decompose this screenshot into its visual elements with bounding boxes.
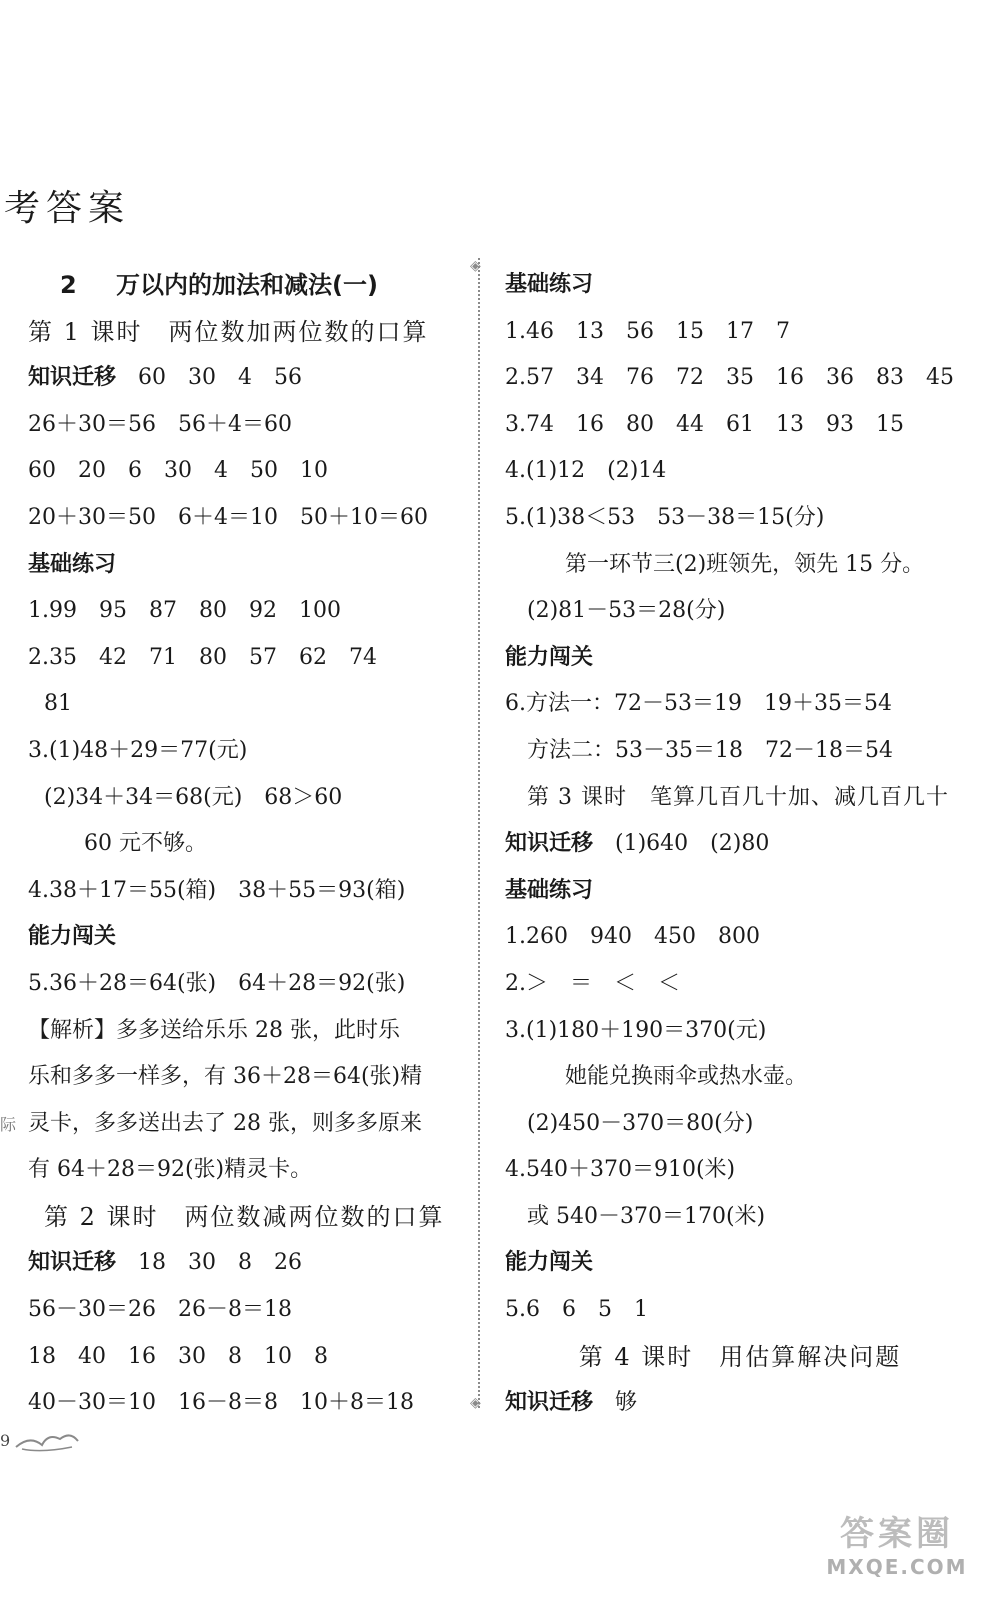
lesson-title: 第 3 课时 笔算几百几十加、减几百几十 <box>527 784 949 810</box>
answer-line: 5.36＋28＝64(张) 64＋28＝92(张) <box>28 970 406 996</box>
answer-line: 或 540－370＝170(米) <box>527 1203 766 1229</box>
answer-line: 56－30＝26 26－8＝18 <box>28 1297 292 1323</box>
answer-line: 81 <box>44 691 72 717</box>
right-column <box>505 262 975 1427</box>
section-heading: 基础练习 <box>505 272 594 297</box>
answer-line: 2.＞ ＝ ＜ ＜ <box>505 970 680 996</box>
answer-line: 1.260 940 450 800 <box>505 924 760 950</box>
divider-ornament-icon: ◈ <box>470 1395 481 1411</box>
answer-line: 5.(1)38＜53 53－38＝15(分) <box>505 504 825 530</box>
answer-line: 4.38＋17＝55(箱) 38＋55＝93(箱) <box>28 877 406 903</box>
answer-line: 她能兑换雨伞或热水壶。 <box>565 1064 808 1090</box>
section-heading: 基础练习 <box>505 877 594 903</box>
watermark-logo-text: 答案圈 <box>840 1514 954 1554</box>
answer-line: 40－30＝10 16－8＝8 10＋8＝18 <box>28 1390 414 1416</box>
footer-ornament <box>0 1425 80 1455</box>
chapter-name: 万以内的加法和减法(一) <box>116 271 378 299</box>
page-header: 考答案 <box>4 188 131 229</box>
column-divider <box>478 258 480 1408</box>
analysis-line: 灵卡，多多送出去了 28 张，则多多原来 <box>28 1110 422 1136</box>
divider-ornament-icon: ◈ <box>470 258 481 274</box>
answer-line: 26＋30＝56 56＋4＝60 <box>28 411 292 437</box>
section-heading: 能力闯关 <box>28 924 117 950</box>
answer-line <box>28 355 473 402</box>
left-column <box>28 262 473 1427</box>
answer-line <box>505 1380 975 1427</box>
answer-line: 4.540＋370＝910(米) <box>505 1157 736 1183</box>
answer-line: 18 40 16 30 8 10 8 <box>28 1343 328 1369</box>
answer-line: 2.35 42 71 80 57 62 74 <box>28 644 377 670</box>
answer-text: (1)640 (2)80 <box>615 831 770 857</box>
cloud-ornament-icon <box>12 1425 82 1455</box>
answer-line: 方法二：53－35＝18 72－18＝54 <box>527 737 893 763</box>
answer-line: 3.(1)48＋29＝77(元) <box>28 737 248 763</box>
answer-line: 3.(1)180＋190＝370(元) <box>505 1017 767 1043</box>
page-number: 9 <box>0 1431 11 1450</box>
section-tag: 知识迁移 <box>28 365 117 391</box>
answer-text: 18 30 8 26 <box>138 1250 302 1276</box>
answer-text: 60 30 4 56 <box>138 365 302 391</box>
answer-line <box>28 1240 473 1287</box>
section-heading: 基础练习 <box>28 551 117 577</box>
section-tag: 知识迁移 <box>28 1250 117 1276</box>
answer-line <box>505 821 975 868</box>
edge-mark: 际 <box>0 1115 17 1134</box>
answer-text: 够 <box>615 1390 638 1416</box>
watermark-url: MXQE.COM <box>826 1555 968 1579</box>
answer-line: 60 元不够。 <box>84 831 207 857</box>
answer-line: (2)81－53＝28(分) <box>527 598 726 624</box>
analysis-line: 有 64＋28＝92(张)精灵卡。 <box>28 1157 313 1183</box>
lesson-title: 第 4 课时 用估算解决问题 <box>578 1342 902 1371</box>
section-tag: 知识迁移 <box>505 831 594 857</box>
answer-line: 2.57 34 76 72 35 16 36 83 45 <box>505 365 954 391</box>
lesson-title: 第 1 课时 两位数加两位数的口算 <box>28 317 429 346</box>
chapter-number: 2 <box>60 271 77 299</box>
answer-line: 6.方法一：72－53＝19 19＋35＝54 <box>505 691 892 717</box>
answer-line: 1.99 95 87 80 92 100 <box>28 598 341 624</box>
answer-line: (2)34＋34＝68(元) 68＞60 <box>44 784 343 810</box>
analysis-line: 【解析】多多送给乐乐 28 张，此时乐 <box>28 1017 400 1043</box>
chapter-title <box>28 262 473 309</box>
lesson-title: 第 2 课时 两位数减两位数的口算 <box>44 1202 445 1231</box>
answer-line: 60 20 6 30 4 50 10 <box>28 458 328 484</box>
section-heading: 能力闯关 <box>505 1250 594 1276</box>
answer-line: 1.46 13 56 15 17 7 <box>505 318 790 344</box>
section-tag: 知识迁移 <box>505 1390 594 1416</box>
answer-line: 第一环节三(2)班领先，领先 15 分。 <box>565 551 925 577</box>
watermark <box>812 1506 982 1588</box>
answer-line: 5.6 6 5 1 <box>505 1297 648 1323</box>
answer-line: 20＋30＝50 6＋4＝10 50＋10＝60 <box>28 504 428 530</box>
section-heading: 能力闯关 <box>505 644 594 670</box>
answer-line: (2)450－370＝80(分) <box>527 1110 754 1136</box>
answer-line: 3.74 16 80 44 61 13 93 15 <box>505 411 904 437</box>
answer-line: 4.(1)12 (2)14 <box>505 458 667 484</box>
analysis-line: 乐和多多一样多，有 36＋28＝64(张)精 <box>28 1064 423 1090</box>
